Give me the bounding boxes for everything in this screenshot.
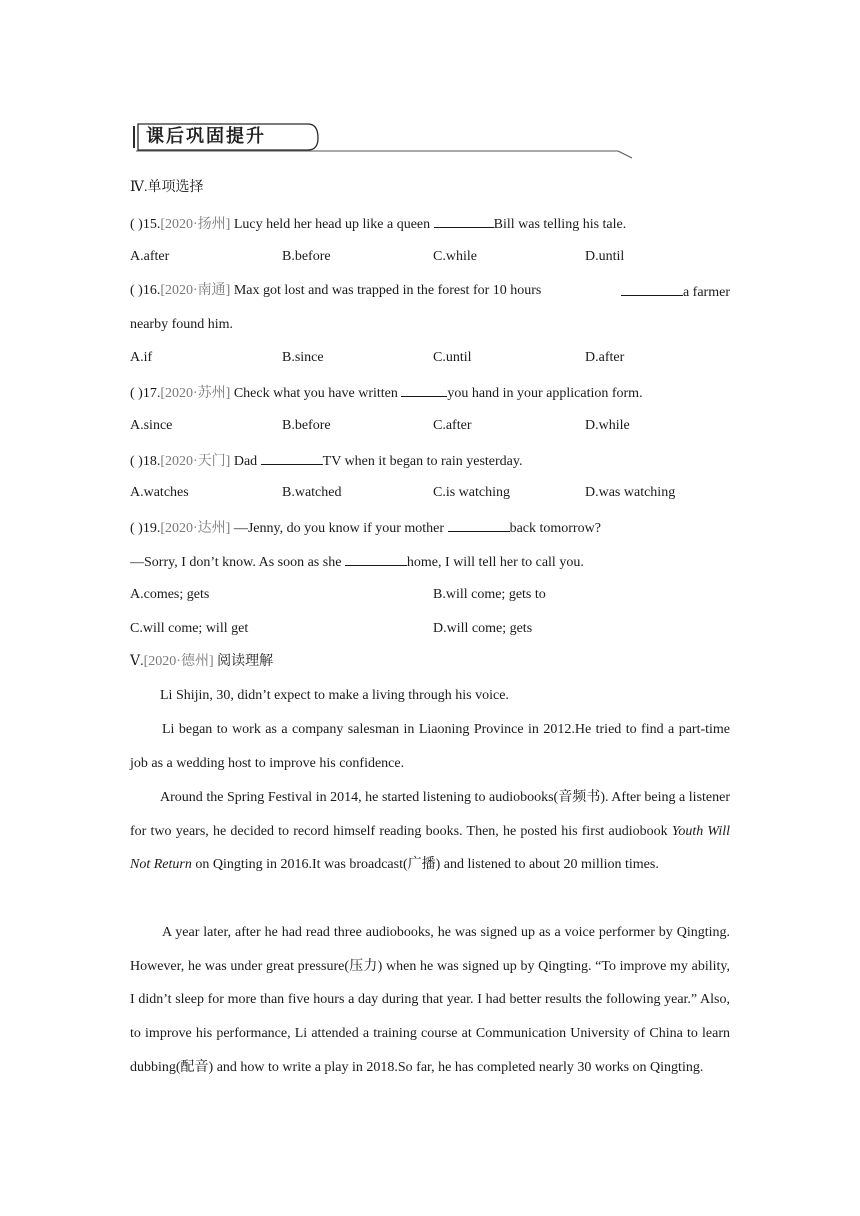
option-c: C.after [433, 418, 472, 433]
option-d: D.after [585, 350, 625, 365]
answer-paren: ( ) [130, 217, 143, 232]
option-c: C.will come; will get [130, 621, 249, 636]
option-b: B.since [282, 350, 324, 365]
question-17: ( )17.[2020·苏州] Check what you have written you hand in your application form. [130, 382, 643, 404]
option-a: A.if [130, 350, 153, 365]
question-source: [2020·天门] [160, 454, 231, 469]
option-d: D.will come; gets [433, 621, 533, 636]
passage-paragraph: A year later, after he had read three audiobooks, he was signed up as a voice performer by Qingting. However, he was under great pressure(压力) when he was signed up by Qingting. “To improve my ability, I didn’t sleep for more than five hours a day during that year. I had better results the following year.” Also, to improve his performance, Li attended a training course at Communication University of China to learn dubbing(配音) and how to write a play in 2018.So far, he has completed nearly 30 works on Qingting. [130, 925, 730, 1075]
part4-heading: Ⅳ.单项选择 [130, 180, 204, 195]
option-b: B.will come; gets to [433, 587, 546, 602]
option-b: B.before [282, 418, 331, 433]
answer-paren: ( ) [130, 521, 143, 536]
option-a: A.watches [130, 485, 189, 500]
question-source: [2020·南通] [160, 283, 231, 298]
section-banner-title: 课后巩固提升 [146, 126, 266, 147]
option-c: C.is watching [433, 485, 510, 500]
answer-paren: ( ) [130, 386, 143, 401]
option-b: B.watched [282, 485, 342, 500]
option-a: A.after [130, 249, 170, 264]
option-a: A.since [130, 418, 173, 433]
option-b: B.before [282, 249, 331, 264]
book-title: Youth Will Not Return [130, 823, 730, 873]
question-source: [2020·达州] [160, 521, 231, 536]
answer-blank[interactable] [345, 551, 407, 566]
answer-paren: ( ) [130, 283, 143, 298]
answer-paren: ( ) [130, 454, 143, 469]
question-16-continued: nearby found him. [130, 317, 234, 332]
answer-blank[interactable] [621, 281, 683, 296]
question-15: ( )15.[2020·扬州] Lucy held her head up like a queen Bill was telling his tale. [130, 213, 626, 235]
answer-blank[interactable] [401, 382, 447, 397]
question-18: ( )18.[2020·天门] Dad TV when it began to rain yesterday. [130, 450, 522, 472]
question-19: ( )19.[2020·达州] —Jenny, do you know if your mother back tomorrow? [130, 517, 601, 539]
question-16: ( )16.[2020·南通] Max got lost and was trapped in the forest for 10 hours a farmer [130, 283, 730, 300]
question-source: [2020·扬州] [160, 217, 231, 232]
passage-paragraph: Li Shijin, 30, didn’t expect to make a living through his voice. [160, 688, 509, 703]
option-c: C.while [433, 249, 477, 264]
passage-paragraph: Li began to work as a company salesman in Liaoning Province in 2012.He tried to find a part-time job as a wedding host to improve his confidence. [130, 722, 730, 771]
answer-blank[interactable] [261, 450, 323, 465]
question-source: [2020·德州] [143, 654, 214, 669]
question-19-line2: —Sorry, I don’t know. As soon as she home, I will tell her to call you. [130, 551, 584, 573]
part5-heading: Ⅴ.[2020·德州] 阅读理解 [130, 654, 274, 669]
answer-blank[interactable] [448, 517, 510, 532]
option-d: D.was watching [585, 485, 676, 500]
option-d: D.until [585, 249, 625, 264]
answer-blank[interactable] [434, 213, 494, 228]
question-source: [2020·苏州] [160, 386, 231, 401]
passage-paragraph: Around the Spring Festival in 2014, he started listening to audiobooks(音频书). After being a listener for two years, he decided to record himself reading books. Then, he posted his first audiobook Youth Will Not Return on Qingting in 2016.It was broadcast(广播) and listened to about 20 million times. [130, 790, 730, 873]
option-a: A.comes; gets [130, 587, 210, 602]
option-c: C.until [433, 350, 472, 365]
option-d: D.while [585, 418, 630, 433]
